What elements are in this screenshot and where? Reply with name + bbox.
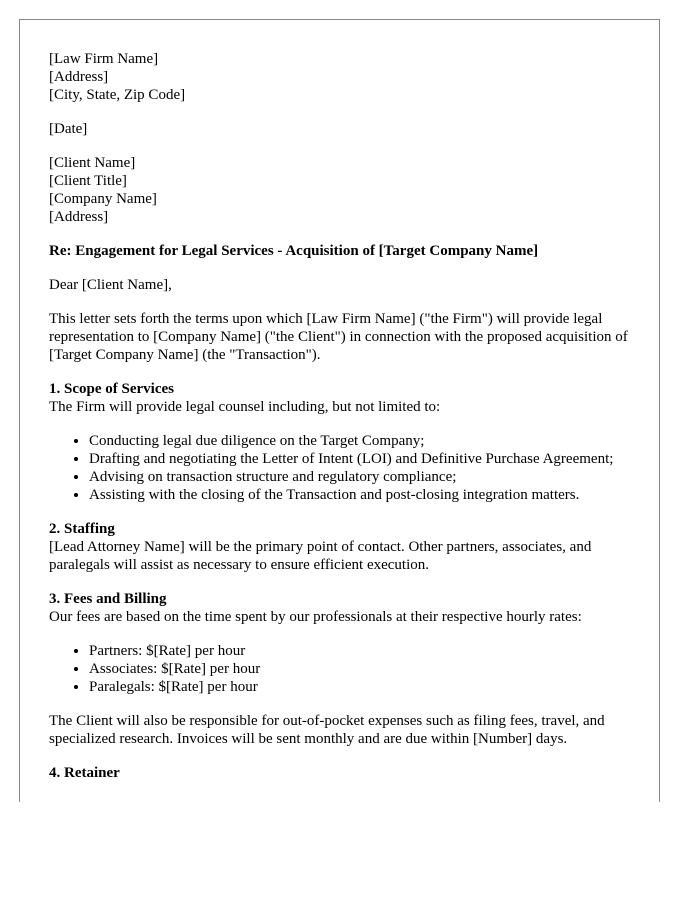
fees-list bbox=[49, 642, 649, 696]
section-heading-scope: 1. Scope of Services bbox=[49, 381, 174, 397]
list-item: • Advising on transaction structure and regulatory compliance; bbox=[89, 468, 649, 486]
sender-firm-name: [Law Firm Name] bbox=[49, 51, 159, 67]
letter-content bbox=[49, 50, 649, 782]
list-item: • Assisting with the closing of the Transaction and post-closing integration matters. bbox=[89, 486, 649, 504]
list-item: • Partners: $[Rate] per hour bbox=[89, 642, 649, 660]
letter-page bbox=[19, 19, 660, 802]
recipient-company-name: [Company Name] bbox=[49, 191, 157, 207]
sender-address: [Address] bbox=[49, 69, 109, 85]
section-heading-staffing: 2. Staffing bbox=[49, 521, 115, 537]
section-heading-retainer: 4. Retainer bbox=[49, 765, 120, 781]
sender-block bbox=[49, 50, 649, 104]
scope-list bbox=[49, 432, 649, 504]
subject-line: Re: Engagement for Legal Services - Acquisition of [Target Company Name] bbox=[49, 243, 539, 259]
recipient-address: [Address] bbox=[49, 209, 109, 225]
section-text-staffing: [Lead Attorney Name] will be the primary point of contact. Other partners, associates, and paralegals will assist as necessary to ensure efficient execution. bbox=[49, 539, 592, 573]
list-item: • Drafting and negotiating the Letter of Intent (LOI) and Definitive Purchase Agreement; bbox=[89, 450, 649, 468]
recipient-block bbox=[49, 154, 649, 226]
sender-city-state-zip: [City, State, Zip Code] bbox=[49, 87, 186, 103]
section-text-scope: The Firm will provide legal counsel including, but not limited to: bbox=[49, 399, 441, 415]
section-heading-fees: 3. Fees and Billing bbox=[49, 591, 167, 607]
recipient-client-title: [Client Title] bbox=[49, 173, 127, 189]
section-text-fees: Our fees are based on the time spent by our professionals at their respective hourly rates: bbox=[49, 609, 582, 625]
section-text-fees-expenses: The Client will also be responsible for out-of-pocket expenses such as filing fees, travel, and specialized research. Invoices will be sent monthly and are due within [Number] days. bbox=[49, 713, 605, 747]
list-item: • Associates: $[Rate] per hour bbox=[89, 660, 649, 678]
list-item: • Paralegals: $[Rate] per hour bbox=[89, 678, 649, 696]
intro-paragraph: This letter sets forth the terms upon which [Law Firm Name] ("the Firm") will provide legal representation to [Company Name] ("the Client") in connection with the proposed acquisition of [Target Company Name] (the "Transaction"). bbox=[49, 311, 628, 363]
recipient-client-name: [Client Name] bbox=[49, 155, 136, 171]
letter-date: [Date] bbox=[49, 121, 88, 137]
salutation: Dear [Client Name], bbox=[49, 277, 172, 293]
list-item: • Conducting legal due diligence on the Target Company; bbox=[89, 432, 649, 450]
